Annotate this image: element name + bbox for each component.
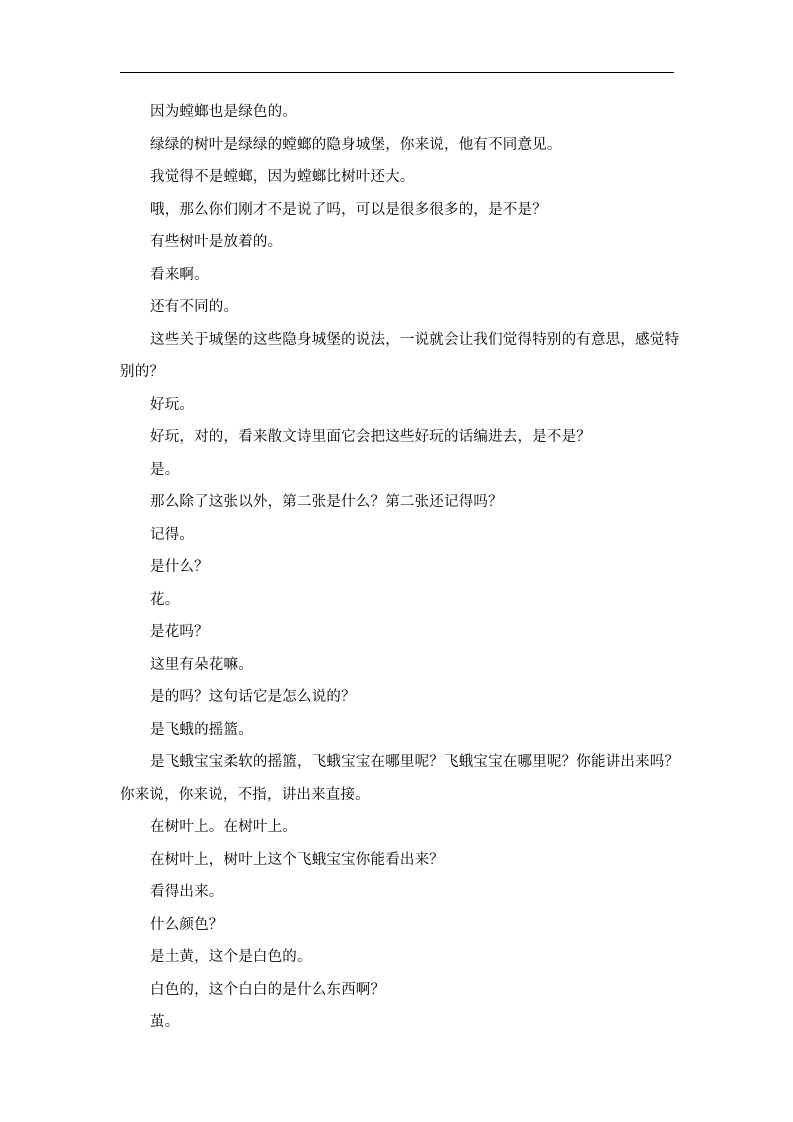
paragraph: 是土黄，这个是白色的。 <box>150 949 312 965</box>
paragraph: 在树叶上。在树叶上。 <box>150 819 297 835</box>
paragraph: 是什么？ <box>150 559 209 575</box>
paragraph: 哦，那么你们刚才不是说了吗，可以是很多很多的，是不是？ <box>150 201 547 218</box>
paragraph: 因为螳螂也是绿色的。 <box>150 104 297 120</box>
paragraph: 是。 <box>150 461 180 478</box>
paragraph: 看来啊。 <box>150 266 209 283</box>
paragraph: 花。 <box>150 591 180 608</box>
paragraph: 看得出来。 <box>150 884 224 900</box>
paragraph: 什么颜色？ <box>150 916 224 933</box>
paragraph: 有些树叶是放着的。 <box>150 234 283 250</box>
paragraph: 是的吗？这句话它是怎么说的？ <box>150 689 356 705</box>
paragraph: 那么除了这张以外，第二张是什么？第二张还记得吗？ <box>150 494 503 510</box>
paragraph: 是飞蛾的摇篮。 <box>150 721 253 738</box>
header-rule <box>120 72 674 73</box>
paragraph: 这些关于城堡的这些隐身城堡的说法，一说就会让我们觉得特别的有意思，感觉特别的？ <box>120 331 680 380</box>
paragraph: 在树叶上，树叶上这个飞蛾宝宝你能看出来？ <box>150 851 444 868</box>
document-body <box>120 96 680 1039</box>
paragraph: 白色的，这个白白的是什么东西啊？ <box>150 981 386 998</box>
paragraph: 好玩，对的，看来散文诗里面它会把这些好玩的话编进去，是不是？ <box>150 429 591 445</box>
paragraph: 我觉得不是螳螂，因为螳螂比树叶还大。 <box>150 169 415 185</box>
paragraph: 好玩。 <box>150 396 195 413</box>
paragraph: 记得。 <box>150 526 195 543</box>
paragraph: 绿绿的树叶是绿绿的螳螂的隐身城堡，你来说，他有不同意见。 <box>150 136 562 153</box>
paragraph: 是花吗？ <box>150 624 209 640</box>
paragraph: 茧。 <box>150 1014 180 1030</box>
paragraph: 这里有朵花嘛。 <box>150 656 253 673</box>
paragraph: 是飞蛾宝宝柔软的摇篮，飞蛾宝宝在哪里呢？飞蛾宝宝在哪里呢？你能讲出来吗？你来说，你来说，不指，讲出来直接。 <box>120 754 680 803</box>
paragraph: 还有不同的。 <box>150 299 239 315</box>
